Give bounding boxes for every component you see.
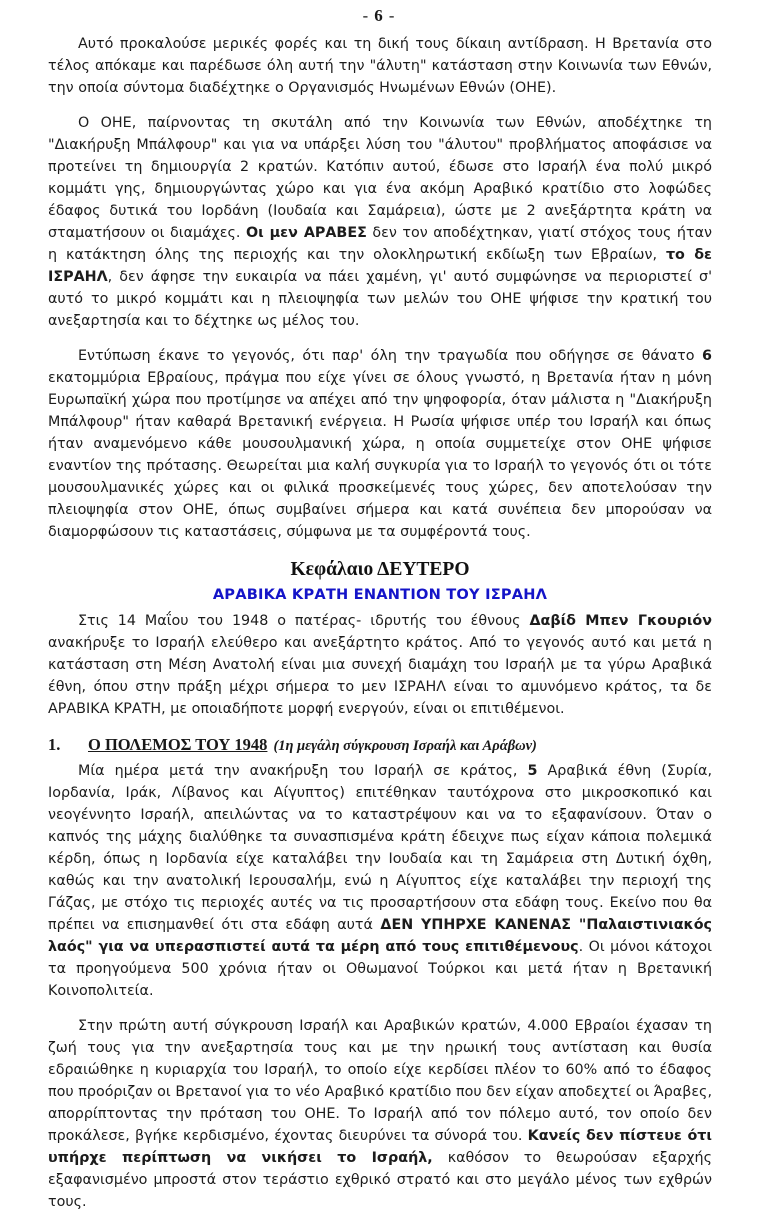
section-1-paragraph-2 (48, 1015, 712, 1213)
section-1-p2-emphasis-nobody-believed: Κανείς δεν πίστευε ότι υπήρχε περίπτωση να νικήσει το Ισραήλ, (48, 1128, 712, 1166)
page-number-prefix: - (362, 6, 370, 25)
section-1-heading (48, 734, 712, 757)
section-1-p2-text-a: Στην πρώτη αυτή σύγκρουση Ισραήλ και Αραβικών κρατών, 4.000 Εβραίοι έχασαν τη ζωή τους για την ανεξαρτησία τους και με την ηρωική τους αντίσταση και θυσία εδραιώθηκε η κυριαρχία του Ισραήλ, το οποίο είχε κερδίσει πλέον το 60% από το έδαφος που προόριζαν οι Βρετανοί για το νέο Αραβικό κρατίδιο που δεν είχαν αποδεχτεί οι Άραβες, απορρίπτοντας την πρόταση του ΟΗΕ. Το Ισραήλ από τον πόλεμο αυτό, τον οποίο δεν προκάλεσε, βγήκε κερδισμένο, έχοντας διευρύνει τα σύνορά του. (48, 1018, 712, 1144)
paragraph-2-emphasis-arabs: Οι μεν ΑΡΑΒΕΣ (245, 225, 367, 241)
page-number-suffix: - (388, 6, 396, 25)
chapter-intro-paragraph (48, 610, 712, 720)
paragraph-1-text: Αυτό προκαλούσε μερικές φορές και τη δική τους δίκαιη αντίδραση. Η Βρετανία στο τέλος απόκαμε και παρέδωσε όλη αυτή την "άλυτη" κατάσταση στην Κοινωνία των Εθνών, την οποία σύντομα διαδέχτηκε ο Οργανισμός Ηνωμένων Εθνών (ΟΗΕ). (48, 36, 712, 96)
chapter-intro-text-a: Στις 14 Μαΐου του 1948 ο πατέρας- ιδρυτής του έθνους (78, 613, 530, 629)
page-number (0, 0, 758, 31)
section-1-parenthetical: (1η μεγάλη σύγκρουση Ισραήλ και Αράβων) (273, 738, 537, 754)
chapter-intro-emphasis-benrurion: Δαβίδ Μπεν Γκουριόν (529, 613, 712, 629)
section-1-p1-text-c: . Οι μόνοι κάτοχοι τα προηγούμενα 500 χρόνια ήταν οι Οθωμανοί Τούρκοι και μετά ήταν η Βρετανική Κοινοπολιτεία. (48, 939, 713, 999)
paragraph-3-text-a: Εντύπωση έκανε το γεγονός, ότι παρ' όλη την τραγωδία που οδήγησε σε θάνατο (78, 348, 703, 364)
section-1-title: Ο ΠΟΛΕΜΟΣ ΤΟΥ 1948 (88, 735, 268, 754)
paragraph-1 (48, 33, 712, 99)
section-1-p2-text-b: καθόσον το θεωρούσαν εξαρχής εξαφανισμένο μπροστά στον τεράστιο εχθρικό στρατό και στο μεγάλο μένος των εχθρών τους. (48, 1150, 712, 1210)
paragraph-3-text-b: εκατομμύρια Εβραίους, πράγμα που είχε γίνει σε όλους γνωστό, η Βρετανία ήταν η μόνη Ευρωπαϊκή χώρα που προτίμησε να απέχει από την ψηφοφορία, όταν μάλιστα η "Διακήρυξη Μπάλφουρ" ήταν καθαρά Βρετανική ενέργεια. Η Ρωσία ψήφισε υπέρ του Ισραήλ και όπως ήταν αναμενόμενο κάθε μουσουλμανική χώρα, η οποία συμμετείχε στον ΟΗΕ ψήφισε εναντίον της πρότασης. Θεωρείται μια καλή συγκυρία για το Ισραήλ το γεγονός ότι οι τότε μουσουλμανικές χώρες και οι φιλικά προσκείμενές τους χώρες, δεν αποτελούσαν την πλειοψηφία στον ΟΗΕ, όπως συμβαίνει σήμερα και κατά συνέπεια δεν μπορούσαν να διαμορφώσουν τις καταστάσεις, σύμφωνα με τα συμφέροντά τους. (48, 370, 712, 540)
section-1-p1-text-a: Μία ημέρα μετά την ανακήρυξη του Ισραήλ σε κράτος, (78, 763, 528, 779)
section-1-p1-emphasis-five: 5 (527, 763, 538, 779)
document-content (48, 33, 712, 1226)
chapter-title: Κεφάλαιο ΔΕΥΤΕΡΟ (290, 559, 470, 580)
section-1-paragraph-1 (48, 760, 712, 1002)
paragraph-2-text-a: Ο ΟΗΕ, παίρνοντας τη σκυτάλη από την Κοινωνία των Εθνών, αποδέχτηκε τη "Διακήρυξη Μπάλφουρ" και για να υπάρξει λύση του "άλυτου" προβλήματος αποφάσισε να προτείνει τη δημιουργία 2 κρατών. Κατόπιν αυτού, έδωσε στο Ισραήλ ένα πολύ μικρό κομμάτι γης, δημιουργώντας χώρο και για ένα ακόμη Αραβικό κρατίδιο στο λοφώδες έδαφος δυτικά του Ιορδάνη (Ιουδαία και Σαμάρεια), ώστε με 2 ανεξάρτητα κράτη να σταματήσουν οι διαμάχες. (48, 115, 712, 241)
chapter-subtitle: ΑΡΑΒΙΚΑ ΚΡΑΤΗ ΕΝΑΝΤΙΟΝ ΤΟΥ ΙΣΡΑΗΛ (212, 586, 548, 603)
paragraph-3 (48, 345, 712, 543)
paragraph-3-emphasis-six: 6 (702, 348, 712, 364)
paragraph-2 (48, 112, 712, 332)
paragraph-2-emphasis-israel: το δε ΙΣΡΑΗΛ (48, 247, 712, 285)
section-1-p1-emphasis-no-palestinian-people: ΔΕΝ ΥΠΗΡΧΕ ΚΑΝΕΝΑΣ "Παλαιστινιακός λαός" για να υπερασπιστεί αυτά τα μέρη από τους επιτιθέμενους (48, 917, 713, 955)
paragraph-2-text-c: , δεν άφησε την ευκαιρία να πάει χαμένη, γι' αυτό συμφώνησε να περιοριστεί σ' αυτό το μικρό κομμάτι και η πλειοψηφία των μελών του ΟΗΕ ψήφισε την κρατική του ανεξαρτησία και το δέχτηκε ως μέλος του. (48, 269, 712, 329)
section-1-p1-text-b: Αραβικά έθνη (Συρία, Ιορδανία, Ιράκ, Λίβανος και Αίγυπτος) επιτέθηκαν ταυτόχρονα στο μικροσκοπικό και νεογέννητο Ισραήλ, απειλώντας να το καταστρέψουν και να το εξαφανίσουν. Όταν ο καπνός της μάχης διαλύθηκε τα συνασπισμένα κράτη έδειχνε πως είχαν κάποια πολεμικά κέρδη, όπως η Ιορδανία είχε καταλάβει την Ιουδαία και τη Σαμάρεια στη Δυτική όχθη, καθώς και την ανατολική Ιερουσαλήμ, ενώ η Αίγυπτος είχε καταλάβει την περιοχή της Γάζας, με στόχο τις περιοχές αυτές να τις προσαρτήσουν στα εδάφη τους. Εκείνο που θα πρέπει να επισημανθεί ότι στα εδάφη αυτά (48, 763, 712, 933)
paragraph-2-text-b: δεν τον αποδέχτηκαν, γιατί στόχος τους ήταν η κατάκτηση όλης της περιοχής και την ολοκληρωτική εκδίωξη των Εβραίων, (48, 225, 712, 263)
page-number-value: 6 (374, 6, 384, 25)
section-1-number: 1. (48, 735, 61, 754)
chapter-intro-text-b: ανακήρυξε το Ισραήλ ελεύθερο και ανεξάρτητο κράτος. Από το γεγονός αυτό και μετά η κατάσταση στη Μέση Ανατολή είναι μια συνεχή διαμάχη του Ισραήλ με τα γύρω Αραβικά έθνη, όπου στην πράξη μέχρι σήμερα το μεν ΙΣΡΑΗΛ είναι το αμυνόμενο κράτος, τα δε ΑΡΑΒΙΚΑ ΚΡΑΤΗ, με οποιαδήποτε μορφή ενεργούν, είναι οι επιτιθέμενοι. (48, 635, 712, 717)
